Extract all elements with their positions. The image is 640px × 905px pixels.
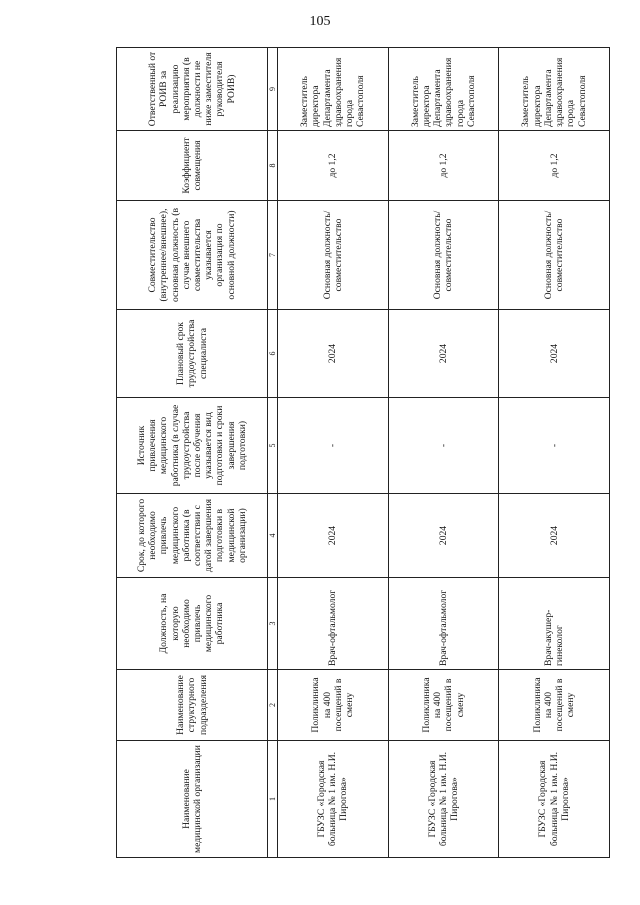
coefficient-cell: до 1,2 [499, 131, 610, 201]
position-cell: Врач-офтальмолог [277, 578, 388, 670]
header-cell: Совместительство (внутреннее/внешнее), основная должность (в случае внешнего совместительства указывается организация по основной должности) [117, 201, 268, 310]
organization-cell: ГБУЗС «Городская больница № 1 им. Н.И. Пирогова» [499, 741, 610, 858]
header-cell: Коэффициент совмещения [117, 131, 268, 201]
header-cell: Наименование структурного подразделения [117, 670, 268, 741]
organization-cell: ГБУЗС «Городская больница № 1 им. Н.И. Пирогова» [277, 741, 388, 858]
column-number: 9 [267, 48, 277, 131]
department-cell: Поликлиника на 400 посещений в смену [388, 670, 499, 741]
column-number: 1 [267, 741, 277, 858]
header-cell: Должность, на которую необходимо привлечь медицинского работника [117, 578, 268, 670]
column-number: 2 [267, 670, 277, 741]
planned-date-cell: 2024 [388, 310, 499, 398]
column-number: 7 [267, 201, 277, 310]
header-cell: Ответственный от РОИВ за реализацию мероприятия (в должности не ниже заместителя руководителя РОИВ) [117, 48, 268, 131]
header-cell: Наименование медицинской организации [117, 741, 268, 858]
responsible-cell: Заместитель директора Департамента здравоохранения города Севастополя [277, 48, 388, 131]
header-row [117, 48, 268, 858]
rotated-table-block [116, 48, 610, 858]
combination-cell: Основная должность/ совместительство [277, 201, 388, 310]
department-cell: Поликлиника на 400 посещений в смену [499, 670, 610, 741]
column-number: 3 [267, 578, 277, 670]
column-number: 8 [267, 131, 277, 201]
table-row [388, 48, 499, 858]
position-cell: Врач-акушер-гинеколог [499, 578, 610, 670]
column-number: 6 [267, 310, 277, 398]
column-number-row [267, 48, 277, 858]
header-cell: Плановый срок трудоустройства специалиста [117, 310, 268, 398]
source-cell: - [388, 398, 499, 494]
staffing-table [116, 47, 610, 858]
table-row [499, 48, 610, 858]
position-cell: Врач-офтальмолог [388, 578, 499, 670]
table-row [277, 48, 388, 858]
combination-cell: Основная должность/ совместительство [388, 201, 499, 310]
deadline-cell: 2024 [388, 494, 499, 578]
organization-cell: ГБУЗС «Городская больница № 1 им. Н.И. Пирогова» [388, 741, 499, 858]
department-cell: Поликлиника на 400 посещений в смену [277, 670, 388, 741]
column-number: 5 [267, 398, 277, 494]
header-cell: Срок, до которого необходимо привлечь медицинского работника (в соответствии с датой завершения подготовки в медицинской организации) [117, 494, 268, 578]
responsible-cell: Заместитель директора Департамента здравоохранения города Севастополя [499, 48, 610, 131]
column-number: 4 [267, 494, 277, 578]
deadline-cell: 2024 [277, 494, 388, 578]
coefficient-cell: до 1,2 [277, 131, 388, 201]
source-cell: - [277, 398, 388, 494]
combination-cell: Основная должность/ совместительство [499, 201, 610, 310]
responsible-cell: Заместитель директора Департамента здравоохранения города Севастополя [388, 48, 499, 131]
planned-date-cell: 2024 [499, 310, 610, 398]
page-number: 105 [309, 14, 331, 29]
header-cell: Источник привлечения медицинского работника (в случае трудоустройства после обучения указывается вид подготовки и сроки завершения подготовки) [117, 398, 268, 494]
coefficient-cell: до 1,2 [388, 131, 499, 201]
planned-date-cell: 2024 [277, 310, 388, 398]
deadline-cell: 2024 [499, 494, 610, 578]
source-cell: - [499, 398, 610, 494]
